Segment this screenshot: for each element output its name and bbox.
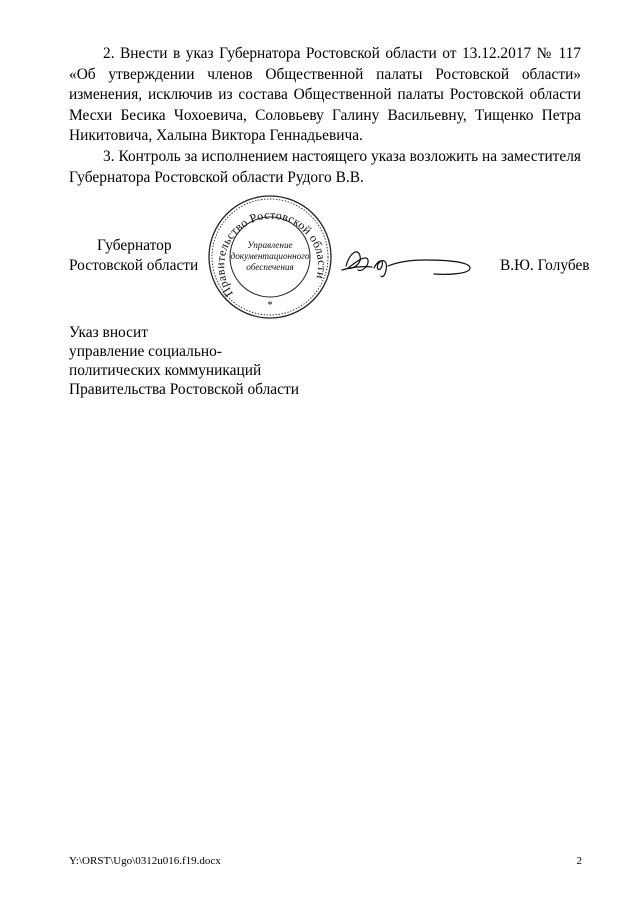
submitter-note: [69, 323, 299, 399]
seal-inner-line2: документационного: [230, 251, 310, 261]
seal-inner-line3: обеспечения: [246, 262, 294, 272]
seal-outer-text: Правительство Ростовской области: [213, 207, 330, 300]
handwritten-signature: [338, 240, 483, 282]
signatory-name: В.Ю. Голубев: [500, 257, 590, 274]
official-seal: [205, 193, 335, 321]
seal-inner-line1: Управление: [247, 240, 293, 250]
submitter-line3: политических коммуникаций: [69, 362, 262, 379]
submitter-line1: Указ вносит: [69, 324, 148, 341]
paragraph-item-3: 3. Контроль за исполнением настоящего указа возложить на заместителя Губернатора Ростовской области Рудого В.В.: [69, 148, 581, 186]
signatory-title-line1: Губернатор: [97, 237, 172, 254]
paragraph-item-2: 2. Внести в указ Губернатора Ростовской области от 13.12.2017 № 117 «Об утверждении членов Общественной палаты Ростовской области» изменения, исключив из состава Общественной палаты Ростовской области Месхи Бесика Чохоевича, Соловьеву Галину Васильевну, Тищенко Петра Никитовича, Халына Виктора Геннадьевича.: [69, 45, 581, 144]
submitter-line4: Правительства Ростовской области: [69, 381, 299, 398]
signatory-title-line2: Ростовской области: [69, 257, 199, 274]
submitter-line2: управление социально-: [69, 343, 222, 360]
seal-star-mark: *: [267, 300, 273, 311]
footer-page-number: 2: [576, 855, 582, 867]
footer-file-path: Y:\ORST\Ugo\0312u016.f19.docx: [69, 855, 221, 867]
